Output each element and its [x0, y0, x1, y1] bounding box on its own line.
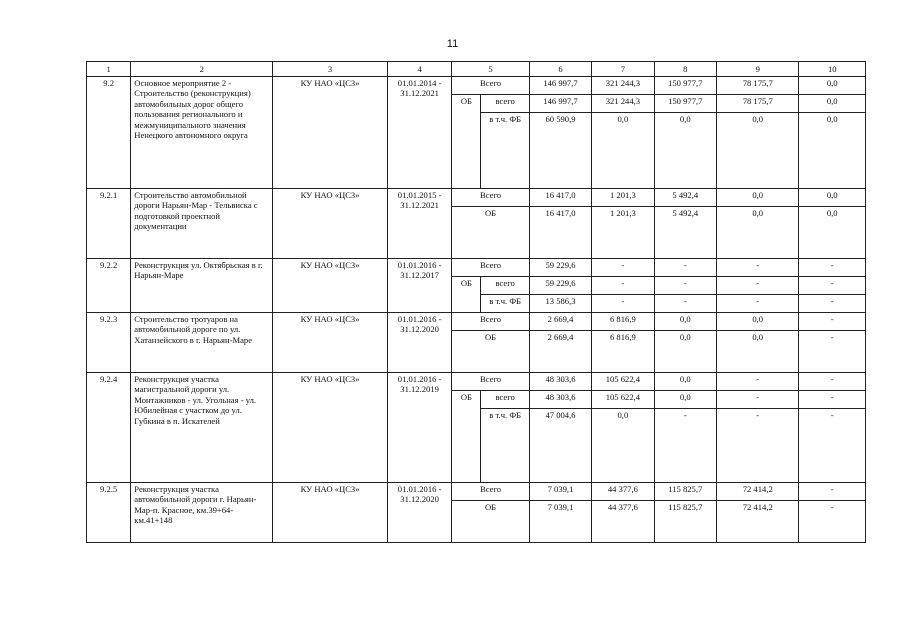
- executor: КУ НАО «ЦСЗ»: [273, 313, 388, 373]
- total-value: 78 175,7: [716, 77, 799, 95]
- ob-value: 6 816,9: [592, 331, 654, 373]
- row-number: 9.2.5: [87, 483, 131, 543]
- measure-name: Основное мероприятие 2 - Строительство (реконструкция) автомобильных дорог общего пользования регионального и межмуниципального значения Ненецкого автономного округа: [131, 77, 273, 189]
- ob-value: -: [716, 391, 799, 409]
- fb-value: 47 004,6: [529, 409, 591, 483]
- source-label-fb: в т.ч. ФБ: [481, 113, 529, 189]
- source-label-fb: в т.ч. ФБ: [481, 295, 529, 313]
- ob-value: -: [716, 277, 799, 295]
- fb-value: -: [592, 295, 654, 313]
- ob-value: 0,0: [654, 331, 716, 373]
- fb-value: 0,0: [716, 113, 799, 189]
- total-value: 0,0: [799, 189, 866, 207]
- source-label-total: Всего: [452, 373, 529, 391]
- ob-value: 48 303,6: [529, 391, 591, 409]
- fb-value: 60 590,9: [529, 113, 591, 189]
- fb-value: -: [716, 409, 799, 483]
- period: 01.01.2016 - 31.12.2019: [387, 373, 451, 483]
- source-label-ob: ОБ: [452, 277, 481, 313]
- total-value: 0,0: [799, 77, 866, 95]
- source-label-ob: ОБ: [452, 331, 529, 373]
- source-label-total: Всего: [452, 77, 529, 95]
- total-value: -: [799, 373, 866, 391]
- total-value: 2 669,4: [529, 313, 591, 331]
- fb-value: 0,0: [592, 409, 654, 483]
- row-number: 9.2: [87, 77, 131, 189]
- ob-value: 59 229,6: [529, 277, 591, 295]
- row-number: 9.2.2: [87, 259, 131, 313]
- header-cell: 4: [387, 62, 451, 77]
- ob-value: -: [592, 277, 654, 295]
- table-row: [87, 313, 866, 331]
- ob-value: -: [799, 331, 866, 373]
- executor: КУ НАО «ЦСЗ»: [273, 77, 388, 189]
- period: 01.01.2015 - 31.12.2021: [387, 189, 451, 259]
- fb-value: -: [654, 409, 716, 483]
- total-value: 146 997,7: [529, 77, 591, 95]
- fb-value: -: [716, 295, 799, 313]
- fb-value: -: [799, 409, 866, 483]
- total-value: -: [654, 259, 716, 277]
- header-cell: 6: [529, 62, 591, 77]
- total-value: 16 417,0: [529, 189, 591, 207]
- measure-name: Строительство тротуаров на автомобильной дороге по ул. Хатанзейского в г. Нарьян-Маре: [131, 313, 273, 373]
- total-value: 5 492,4: [654, 189, 716, 207]
- source-label-ob: ОБ: [452, 207, 529, 259]
- total-value: -: [799, 313, 866, 331]
- row-number: 9.2.3: [87, 313, 131, 373]
- header-cell: 3: [273, 62, 388, 77]
- source-label-total: Всего: [452, 483, 529, 501]
- total-value: 0,0: [654, 373, 716, 391]
- total-value: 150 977,7: [654, 77, 716, 95]
- source-label-ob-total: всего: [481, 391, 529, 409]
- ob-value: 0,0: [654, 391, 716, 409]
- period: 01.01.2016 - 31.12.2017: [387, 259, 451, 313]
- total-value: 105 622,4: [592, 373, 654, 391]
- ob-value: 150 977,7: [654, 95, 716, 113]
- ob-value: 0,0: [716, 331, 799, 373]
- page-number: 11: [446, 38, 459, 50]
- fb-value: 0,0: [654, 113, 716, 189]
- ob-value: 72 414,2: [716, 501, 799, 543]
- ob-value: 5 492,4: [654, 207, 716, 259]
- total-value: 59 229,6: [529, 259, 591, 277]
- total-value: -: [799, 483, 866, 501]
- source-label-ob: ОБ: [452, 501, 529, 543]
- total-value: -: [799, 259, 866, 277]
- ob-value: 7 039,1: [529, 501, 591, 543]
- fb-value: -: [654, 295, 716, 313]
- source-label-ob-total: всего: [481, 95, 529, 113]
- ob-value: 44 377,6: [592, 501, 654, 543]
- executor: КУ НАО «ЦСЗ»: [273, 259, 388, 313]
- executor: КУ НАО «ЦСЗ»: [273, 483, 388, 543]
- table-row: [87, 189, 866, 207]
- table-row: [87, 373, 866, 391]
- ob-value: 146 997,7: [529, 95, 591, 113]
- row-number: 9.2.1: [87, 189, 131, 259]
- source-label-fb: в т.ч. ФБ: [481, 409, 529, 483]
- total-value: 0,0: [716, 189, 799, 207]
- total-value: -: [592, 259, 654, 277]
- funding-table: [86, 61, 866, 543]
- header-cell: 10: [799, 62, 866, 77]
- total-value: 321 244,3: [592, 77, 654, 95]
- header-cell: 8: [654, 62, 716, 77]
- header-row: [87, 62, 866, 77]
- ob-value: 1 201,3: [592, 207, 654, 259]
- ob-value: -: [654, 277, 716, 295]
- period: 01.01.2014 - 31.12.2021: [387, 77, 451, 189]
- table-row: [87, 77, 866, 95]
- total-value: 1 201,3: [592, 189, 654, 207]
- ob-value: -: [799, 391, 866, 409]
- ob-value: 115 825,7: [654, 501, 716, 543]
- total-value: 0,0: [716, 313, 799, 331]
- ob-value: -: [799, 501, 866, 543]
- period: 01.01.2016 - 31.12.2020: [387, 313, 451, 373]
- fb-value: 0,0: [799, 113, 866, 189]
- ob-value: 0,0: [799, 95, 866, 113]
- total-value: 7 039,1: [529, 483, 591, 501]
- measure-name: Реконструкция участка магистральной дороги ул. Монтажников - ул. Угольная - ул. Юбилейная с участком до ул. Губкина в п. Искателей: [131, 373, 273, 483]
- total-value: -: [716, 259, 799, 277]
- ob-value: 2 669,4: [529, 331, 591, 373]
- total-value: 44 377,6: [592, 483, 654, 501]
- header-cell: 1: [87, 62, 131, 77]
- table-row: [87, 259, 866, 277]
- ob-value: 105 622,4: [592, 391, 654, 409]
- source-label-total: Всего: [452, 259, 529, 277]
- table-row: [87, 483, 866, 501]
- fb-value: 0,0: [592, 113, 654, 189]
- ob-value: 16 417,0: [529, 207, 591, 259]
- ob-value: 0,0: [716, 207, 799, 259]
- total-value: 48 303,6: [529, 373, 591, 391]
- source-label-ob: ОБ: [452, 391, 481, 483]
- source-label-ob-total: всего: [481, 277, 529, 295]
- measure-name: Реконструкция участка автомобильной дороги г. Нарьян-Мар-п. Красное, км.39+64-км.41+148: [131, 483, 273, 543]
- source-label-total: Всего: [452, 313, 529, 331]
- ob-value: 0,0: [799, 207, 866, 259]
- total-value: 6 816,9: [592, 313, 654, 331]
- header-cell: 2: [131, 62, 273, 77]
- measure-name: Реконструкция ул. Октябрьская в г. Нарьян-Маре: [131, 259, 273, 313]
- total-value: -: [716, 373, 799, 391]
- source-label-total: Всего: [452, 189, 529, 207]
- total-value: 115 825,7: [654, 483, 716, 501]
- measure-name: Строительство автомобильной дороги Нарьян-Мар - Тельвиска с подготовкой проектной документации: [131, 189, 273, 259]
- ob-value: 78 175,7: [716, 95, 799, 113]
- source-label-ob: ОБ: [452, 95, 481, 189]
- executor: КУ НАО «ЦСЗ»: [273, 189, 388, 259]
- executor: КУ НАО «ЦСЗ»: [273, 373, 388, 483]
- fb-value: 13 586,3: [529, 295, 591, 313]
- fb-value: -: [799, 295, 866, 313]
- period: 01.01.2016 - 31.12.2020: [387, 483, 451, 543]
- total-value: 0,0: [654, 313, 716, 331]
- header-cell: 7: [592, 62, 654, 77]
- ob-value: -: [799, 277, 866, 295]
- header-cell: 5: [452, 62, 529, 77]
- header-cell: 9: [716, 62, 799, 77]
- row-number: 9.2.4: [87, 373, 131, 483]
- total-value: 72 414,2: [716, 483, 799, 501]
- ob-value: 321 244,3: [592, 95, 654, 113]
